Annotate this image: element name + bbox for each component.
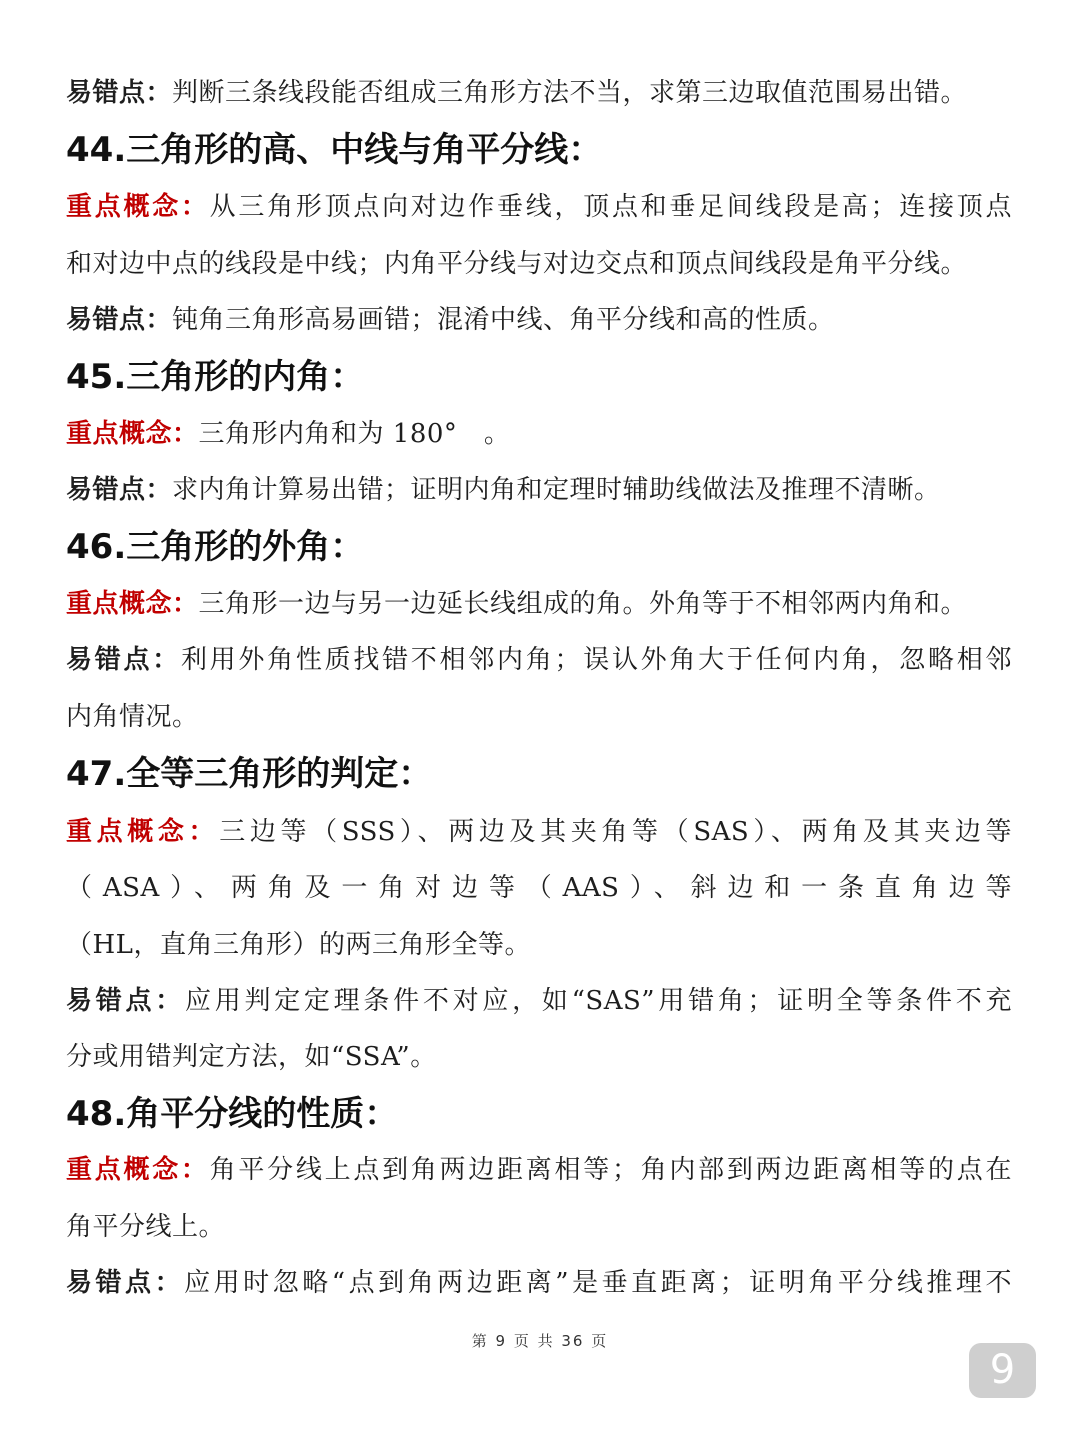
error-point-44 [66, 303, 835, 337]
key-text: 角平分线上点到角两边距离相等；角内部到两边距离相等的点在 [209, 1155, 1012, 1185]
key-label: 重点概念： [66, 1155, 210, 1185]
error-text: 判断三条线段能否组成三角形方法不当，求第三边取值范围易出错。 [172, 78, 968, 108]
key-concept-48-line1 [66, 1153, 1012, 1187]
heading-47: 47.全等三角形的判定： [66, 754, 433, 794]
error-text: 应用判定定理条件不对应，如“SAS”用错角；证明全等条件不充 [184, 986, 1012, 1016]
key-text: 三角形一边与另一边延长线组成的角。外角等于不相邻两内角和。 [198, 589, 968, 619]
error-label: 易错点： [66, 1268, 185, 1298]
key-concept-45 [66, 417, 510, 451]
page-number-badge: 9 [969, 1343, 1036, 1398]
error-point-43 [66, 76, 967, 110]
key-label: 重点概念： [66, 419, 199, 449]
error-text: 利用外角性质找错不相邻内角；误认外角大于任何内角，忽略相邻 [180, 645, 1012, 675]
heading-46: 46.三角形的外角： [66, 527, 365, 567]
error-label: 易错点： [66, 986, 185, 1016]
error-point-47-line1 [66, 984, 1012, 1018]
key-concept-44-line2: 和对边中点的线段是中线；内角平分线与对边交点和顶点间线段是角平分线。 [66, 249, 968, 279]
error-label: 易错点： [66, 645, 181, 675]
key-label: 重点概念： [66, 589, 199, 619]
error-point-48 [66, 1266, 1012, 1300]
error-text: 应用时忽略“点到角两边距离”是垂直距离；证明角平分线推理不 [184, 1268, 1012, 1298]
heading-48: 48.角平分线的性质： [66, 1094, 399, 1134]
error-point-46-line2: 内角情况。 [66, 702, 199, 732]
error-label: 易错点： [66, 305, 173, 335]
key-concept-48-line2: 角平分线上。 [66, 1212, 226, 1242]
key-label: 重点概念： [66, 192, 210, 222]
error-point-47-line2: 分或用错判定方法，如“SSA”。 [66, 1042, 437, 1072]
error-label: 易错点： [66, 475, 173, 505]
key-text: 三角形内角和为 180° 。 [198, 419, 511, 449]
error-label: 易错点： [66, 78, 173, 108]
page-footer: 第 9 页 共 36 页 [471, 1332, 609, 1350]
error-point-46-line1 [66, 643, 1012, 677]
key-concept-47-line1 [66, 815, 1012, 849]
key-text: 从三角形顶点向对边作垂线，顶点和垂足间线段是高；连接顶点 [209, 192, 1012, 222]
key-text: 三边等（SSS）、两边及其夹角等（SAS）、两角及其夹边等 [219, 817, 1012, 847]
error-text: 钝角三角形高易画错；混淆中线、角平分线和高的性质。 [172, 305, 835, 335]
error-point-45 [66, 473, 941, 507]
key-label: 重点概念： [66, 817, 220, 847]
key-concept-44-line1 [66, 190, 1012, 224]
heading-44: 44.三角形的高、中线与角平分线： [66, 130, 603, 170]
key-concept-47-line2: （ASA）、两角及一角对边等（AAS）、斜边和一条直角边等 [66, 873, 1012, 903]
error-text: 求内角计算易出错；证明内角和定理时辅助线做法及推理不清晰。 [172, 475, 941, 505]
key-concept-46 [66, 587, 967, 621]
key-concept-47-line3: （HL，直角三角形）的两三角形全等。 [66, 930, 531, 960]
heading-45: 45.三角形的内角： [66, 357, 365, 397]
